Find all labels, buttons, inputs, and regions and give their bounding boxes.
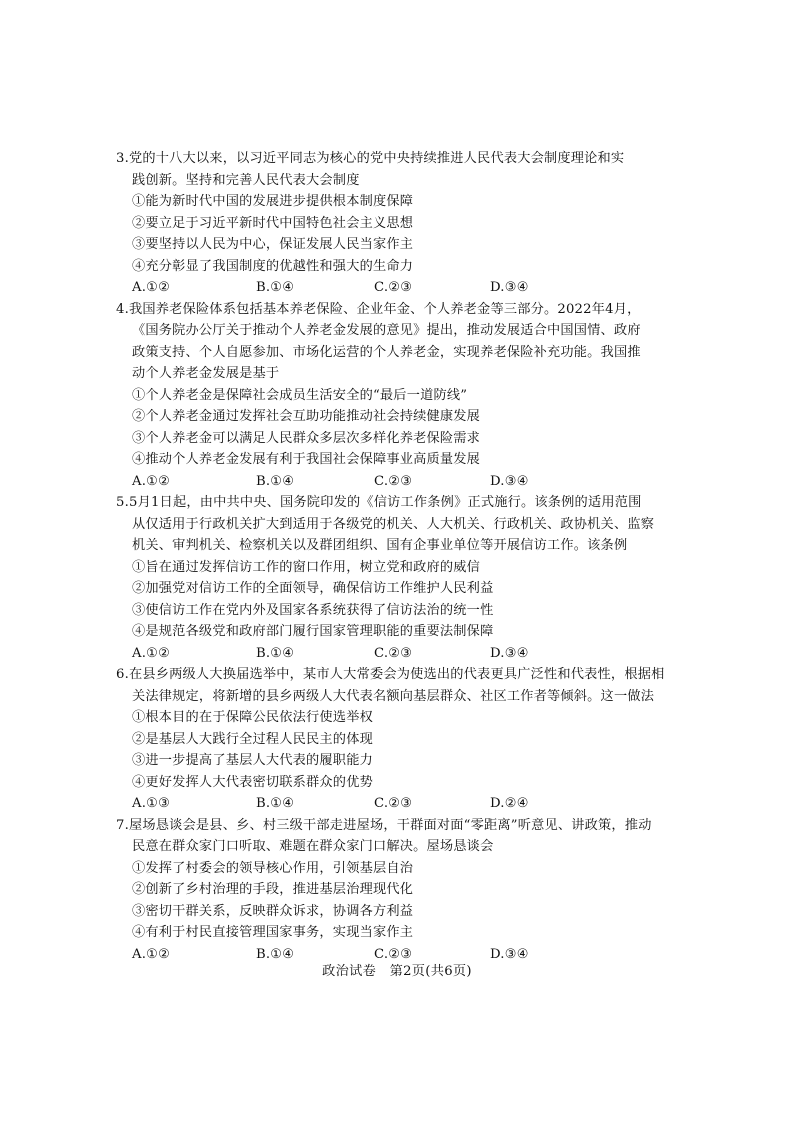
answer-choice-c[interactable]: C.②③ [374, 473, 413, 489]
answer-choice-d[interactable]: D.③④ [490, 280, 529, 295]
question-stem-line: 动个人养老金发展是基于 [132, 366, 280, 381]
answer-choice-b[interactable]: B.①④ [256, 280, 295, 295]
question-stem-line: 机关、审判机关、检察机关以及群团组织、国有企事业单位等开展信访工作。该条例 [132, 538, 628, 553]
answer-choice-d[interactable]: D.③④ [490, 473, 529, 489]
answer-choice-a[interactable]: A.①② [132, 473, 171, 489]
statement-item: ①根本目的在于保障公民依法行使选举权 [132, 710, 373, 725]
statement-item: ①能为新时代中国的发展进步提供根本制度保障 [132, 194, 414, 209]
answer-choice-d[interactable]: D.③④ [490, 946, 529, 962]
statement-item: ①旨在通过发挥信访工作的窗口作用，树立党和政府的威信 [132, 559, 481, 575]
statement-item: ③进一步提高了基层人大代表的履职能力 [132, 753, 373, 768]
answer-choice-c[interactable]: C.②③ [374, 645, 413, 661]
question-stem-line: 民意在群众家门口听取、难题在群众家门口解决。屋场恳谈会 [132, 839, 494, 854]
statement-item: ②加强党对信访工作的全面领导，确保信访工作维护人民利益 [132, 581, 494, 596]
answer-choice-d[interactable]: D.②④ [490, 796, 529, 811]
answer-choices [116, 793, 676, 815]
question-stem-line: 关法律规定，将新增的县乡两级人大代表名额向基层群众、社区工作者等倾斜。这一做法 [132, 688, 655, 704]
answer-choice-b[interactable]: B.①④ [256, 473, 295, 489]
statement-item: ③使信访工作在党内外及国家各系统获得了信访法治的统一性 [132, 602, 494, 618]
answer-choice-c[interactable]: C.②③ [374, 280, 413, 295]
question-6 [116, 664, 676, 815]
question-stem-line: 6.在县乡两级人大换届选举中，某市人大常委会为使选出的代表更具广泛性和代表性，根据相 [116, 667, 665, 682]
answer-choice-a[interactable]: A.①③ [132, 796, 171, 811]
page-footer: 政治试卷 第2页(共6页) [322, 964, 472, 979]
statement-item: ②个人养老金通过发挥社会互助功能推动社会持续健康发展 [132, 409, 481, 424]
answer-choices [116, 277, 676, 299]
question-stem-line: 7.屋场恳谈会是县、乡、村三级干部走进屋场，干群面对面“零距离”听意见、讲政策，推动 [116, 817, 652, 833]
statement-item: ①发挥了村委会的领导核心作用，引领基层自治 [132, 860, 414, 876]
question-stem-line: 政策支持、个人自愿参加、市场化运营的个人养老金，实现养老保险补充功能。我国推 [132, 344, 641, 360]
statement-item: ④充分彰显了我国制度的优越性和强大的生命力 [132, 258, 414, 274]
statement-item: ②创新了乡村治理的手段，推进基层治理现代化 [132, 882, 414, 897]
statement-item: ④推动个人养老金发展有利于我国社会保障事业高质量发展 [132, 452, 481, 467]
statement-item: ③个人养老金可以满足人民群众多层次多样化养老保险需求 [132, 430, 481, 446]
question-stem-line: 从仅适用于行政机关扩大到适用于各级党的机关、人大机关、行政机关、政协机关、监察 [132, 516, 655, 532]
answer-choice-a[interactable]: A.①② [132, 645, 171, 661]
statement-item: ④更好发挥人大代表密切联系群众的优势 [132, 774, 373, 790]
answer-choice-c[interactable]: C.②③ [374, 796, 413, 811]
question-stem-line: 3.党的十八大以来，以习近平同志为核心的党中央持续推进人民代表大会制度理论和实 [116, 151, 625, 166]
answer-choice-a[interactable]: A.①② [132, 280, 171, 295]
answer-choices [116, 643, 676, 665]
statement-item: ②要立足于习近平新时代中国特色社会主义思想 [132, 215, 414, 231]
question-3 [116, 148, 676, 299]
question-stem-line: 践创新。坚持和完善人民代表大会制度 [132, 172, 360, 188]
question-4 [116, 299, 676, 493]
statement-item: ①个人养老金是保障社会成员生活安全的“最后一道防线” [132, 387, 468, 403]
statement-item: ④是规范各级党和政府部门履行国家管理职能的重要法制保障 [132, 624, 494, 639]
answer-choice-a[interactable]: A.①② [132, 946, 171, 962]
answer-choices [116, 471, 676, 493]
question-stem-line: 《国务院办公厅关于推动个人养老金发展的意见》提出，推动发展适合中国国情、政府 [132, 323, 641, 338]
question-stem-line: 4.我国养老保险体系包括基本养老保险、企业年金、个人养老金等三部分。2022年4月， [116, 301, 641, 317]
statement-item: ③密切干群关系，反映群众诉求，协调各方利益 [132, 903, 414, 919]
question-stem-line: 5.5月1日起，由中共中央、国务院印发的《信访工作条例》正式施行。该条例的适用范围 [116, 495, 642, 510]
statement-item: ③要坚持以人民为中心，保证发展人民当家作主 [132, 237, 414, 252]
answer-choice-d[interactable]: D.③④ [490, 645, 529, 661]
answer-choice-b[interactable]: B.①④ [256, 946, 295, 962]
question-list [116, 148, 676, 965]
statement-item: ②是基层人大践行全过程人民民主的体现 [132, 731, 373, 747]
answer-choice-c[interactable]: C.②③ [374, 946, 413, 962]
answer-choice-b[interactable]: B.①④ [256, 645, 295, 661]
answer-choice-b[interactable]: B.①④ [256, 796, 295, 811]
question-7 [116, 815, 676, 966]
question-5 [116, 492, 676, 664]
statement-item: ④有利于村民直接管理国家事务，实现当家作主 [132, 925, 414, 940]
